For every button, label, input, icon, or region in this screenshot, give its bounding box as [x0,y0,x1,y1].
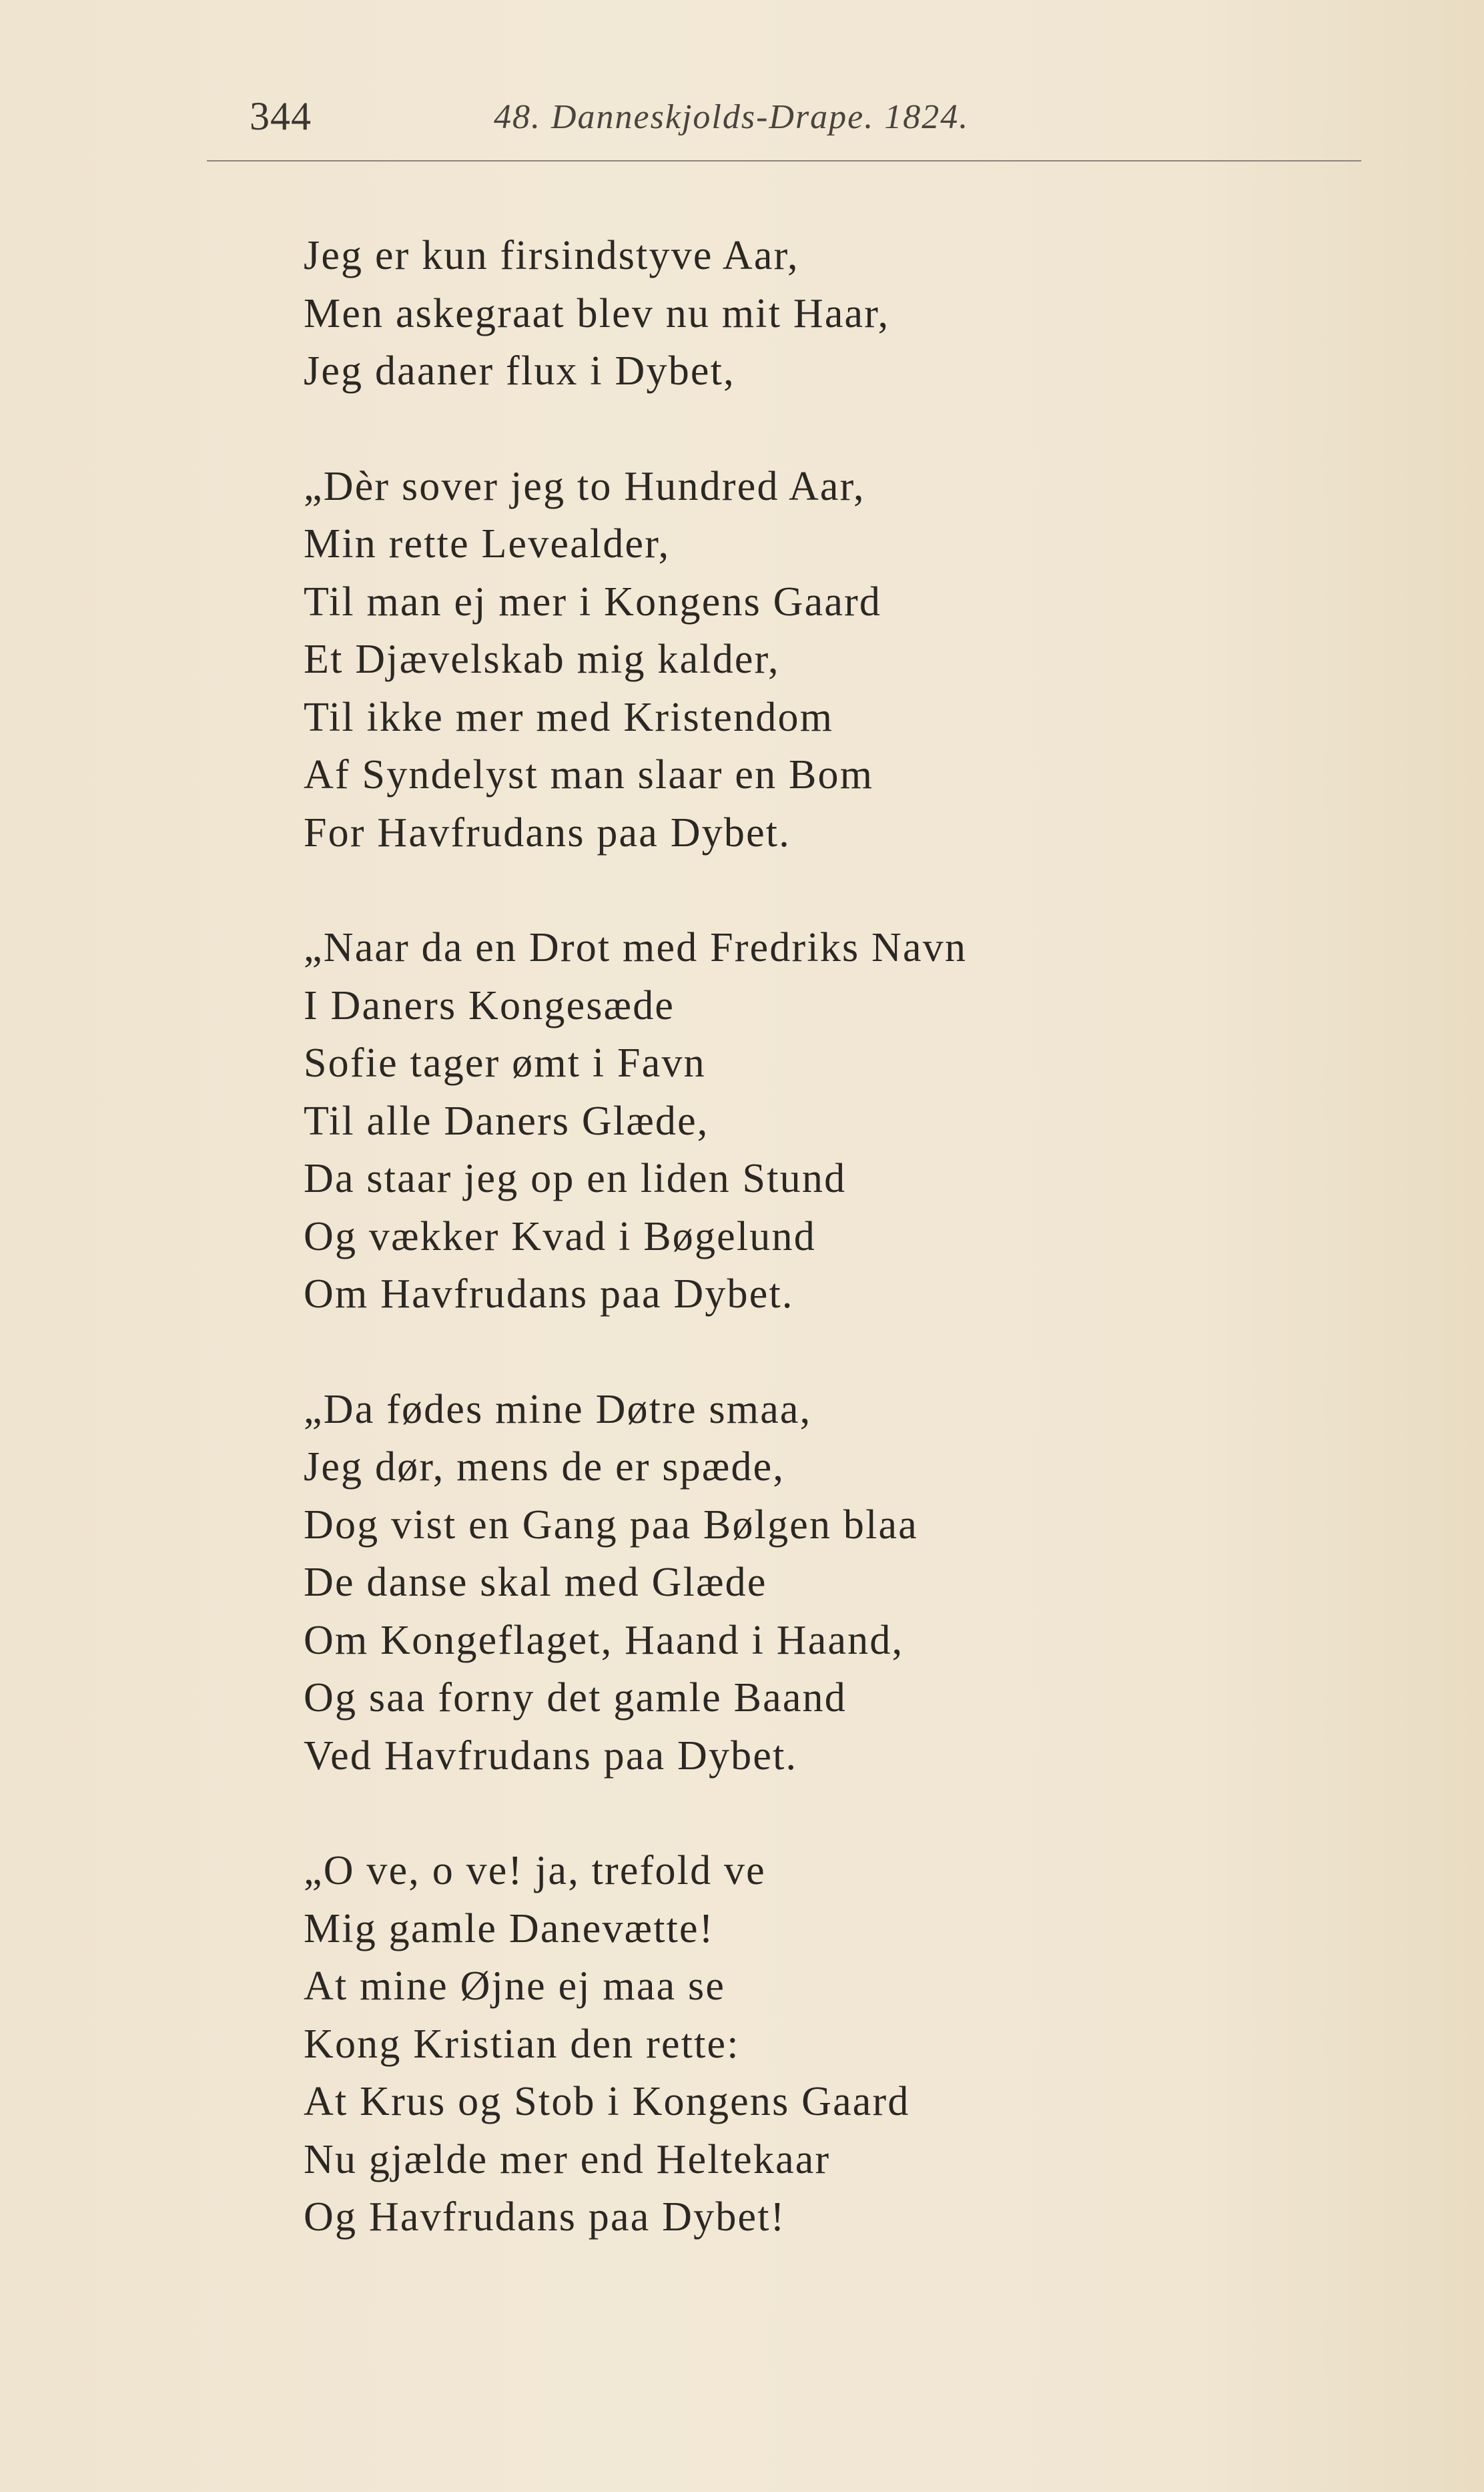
stanza [304,1381,1438,1785]
poem-line: De danse skal med Glæde [304,1560,767,1605]
poem-line: Jeg er kun firsindstyve Aar, [304,233,799,278]
poem-line: Til ikke mer med Kristendom [304,694,834,740]
poem-line: „O ve, o ve! ja, trefold ve [304,1848,766,1893]
poem-line: Men askegraat blev nu mit Haar, [304,290,890,336]
poem-line: Og saa forny det gamle Baand [304,1675,847,1721]
header-rule [207,160,1361,162]
poem-line: For Havfrudans paa Dybet. [304,810,791,856]
poem-line: I Daners Kongesæde [304,982,675,1028]
poem-line: „Naar da en Drot med Fredriks Navn [304,925,968,970]
stanza [304,1842,1438,2246]
poem-line: Og Havfrudans paa Dybet! [304,2194,786,2240]
poem-line: Om Kongeflaget, Haand i Haand, [304,1617,904,1663]
poem-line: Til man ej mer i Kongens Gaard [304,579,882,625]
poem-line: Ved Havfrudans paa Dybet. [304,1733,798,1779]
page-number: 344 [250,94,312,138]
poem-line: Mig gamle Danevætte! [304,1905,715,1951]
page-header [0,93,1484,147]
poem-line: Kong Kristian den rette: [304,2021,740,2067]
stanza [304,227,1438,400]
poem-line: Da staar jeg op en liden Stund [304,1156,847,1201]
poem-line: Jeg daaner flux i Dybet, [304,348,735,394]
stanza [304,919,1438,1323]
poem-line: Og vækker Kvad i Bøgelund [304,1213,816,1259]
poem [304,227,1438,2304]
poem-line: Til alle Daners Glæde, [304,1098,709,1144]
poem-line: Jeg dør, mens de er spæde, [304,1444,785,1490]
running-title: 48. Danneskjolds-Drape. 1824. [494,98,970,136]
poem-line: Af Syndelyst man slaar en Bom [304,752,874,798]
stanza [304,458,1438,862]
poem-line: Om Havfrudans paa Dybet. [304,1271,794,1317]
poem-line: „Da fødes mine Døtre smaa, [304,1386,812,1432]
poem-line: Et Djævelskab mig kalder, [304,637,780,682]
poem-line: Sofie tager ømt i Favn [304,1040,706,1086]
poem-line: Min rette Levealder, [304,521,671,567]
poem-line: At mine Øjne ej maa se [304,1963,726,2009]
poem-line: Dog vist en Gang paa Bølgen blaa [304,1502,918,1548]
poem-line: At Krus og Stob i Kongens Gaard [304,2079,910,2124]
poem-line: Nu gjælde mer end Heltekaar [304,2136,831,2182]
poem-line: „Dèr sover jeg to Hundred Aar, [304,463,865,509]
